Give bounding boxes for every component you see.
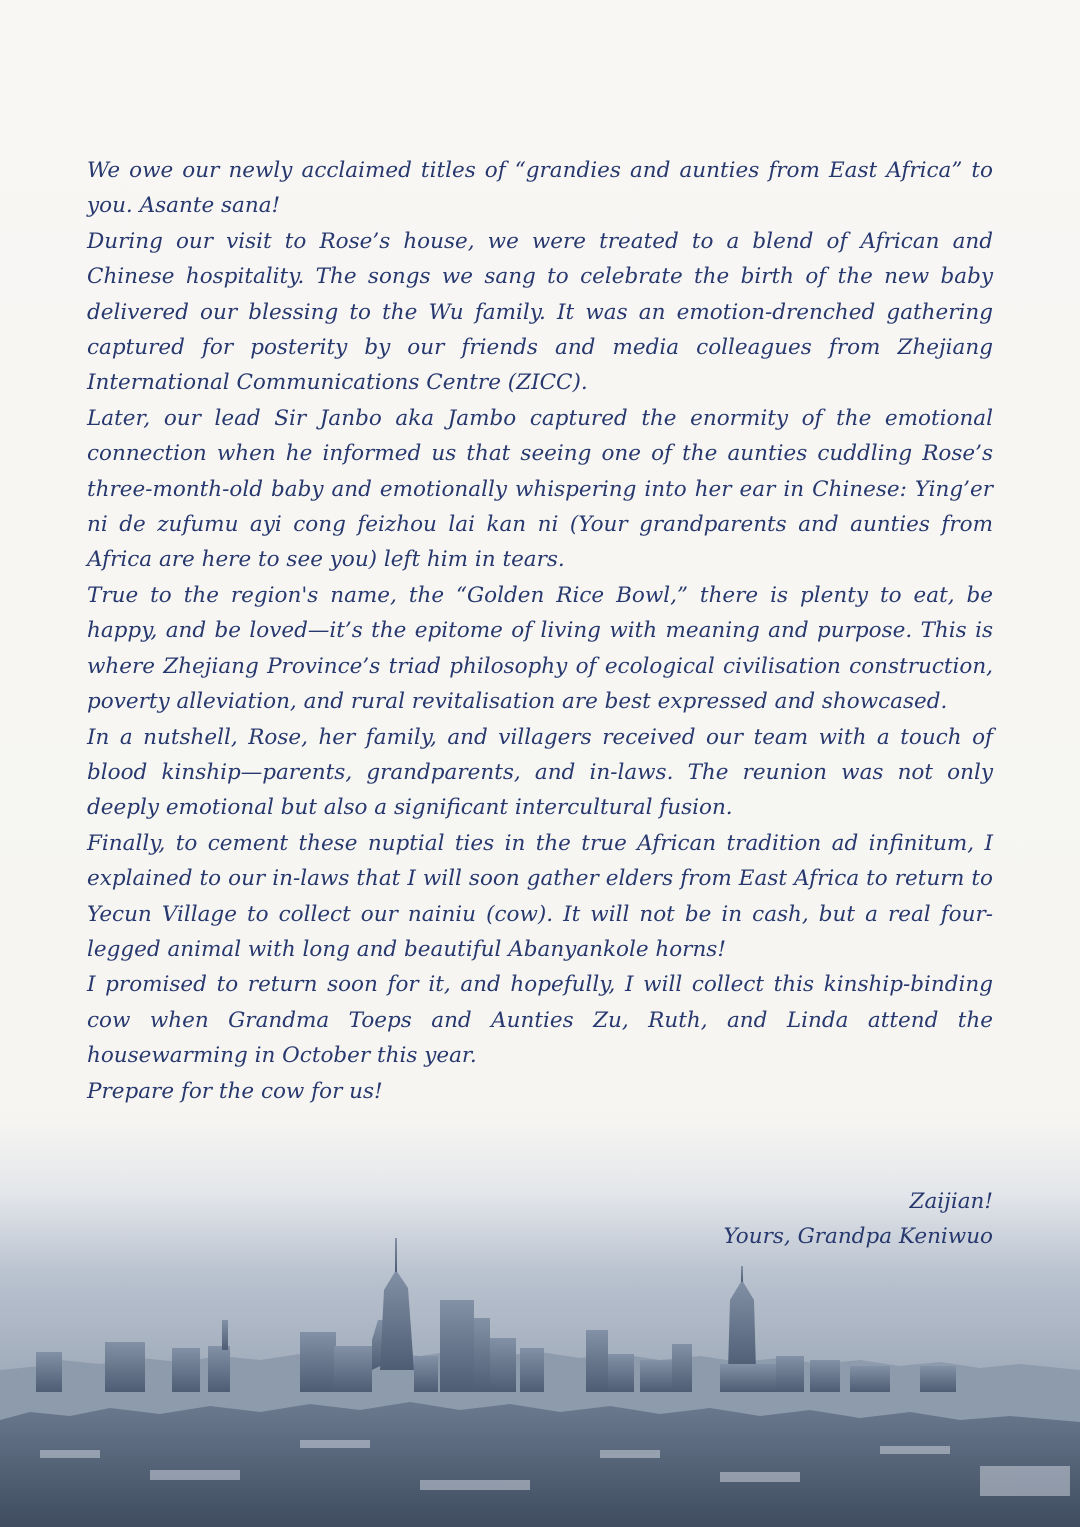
letter-paragraph: True to the region's name, the “Golden Rice Bowl,” there is plenty to eat, be happy, and be loved—it’s the epitome of living with meaning and purpose. This is where Zhejiang Province’s triad philosophy of ecological civilisation construction, poverty alleviation, and rural revitalisation are best expressed and showcased. bbox=[87, 582, 993, 715]
letter-paragraph: I promised to return soon for it, and hopefully, I will collect this kinship-binding cow when Grandma Toeps and Aunties Zu, Ruth, and Linda attend the housewarming in October this year. bbox=[87, 972, 993, 1069]
letter-paragraph: Prepare for the cow for us! bbox=[87, 1078, 383, 1104]
farewell-text: Zaijian! bbox=[909, 1189, 993, 1214]
letter-signoff bbox=[493, 1184, 993, 1254]
letter-paragraph: We owe our newly acclaimed titles of “grandies and aunties from East Africa” to you. Asante sana! bbox=[87, 158, 993, 219]
letter-paragraph: During our visit to Rose’s house, we were treated to a blend of African and Chinese hospitality. The songs we sang to celebrate the birth of the new baby delivered our blessing to the Wu family. It was an emotion-drenched gathering captured for posterity by our friends and media colleagues from Zhejiang International Communications Centre (ZICC). bbox=[87, 228, 993, 396]
signature-text: Yours, Grandpa Keniwuo bbox=[723, 1224, 993, 1249]
city-skyline-image bbox=[0, 1120, 1080, 1527]
letter-paragraph: Later, our lead Sir Janbo aka Jambo captured the enormity of the emotional connection when he informed us that seeing one of the aunties cuddling Rose’s three-month-old baby and emotionally whispering into her ear in Chinese: Ying’er ni de zufumu ayi cong feizhou lai kan ni (Your grandparents and aunties from Africa are here to see you) left him in tears. bbox=[87, 405, 993, 573]
letter-paragraph: Finally, to cement these nuptial ties in the true African tradition ad infinitum, I explained to our in-laws that I will soon gather elders from East Africa to return to Yecun Village to collect our nainiu (cow). It will not be in cash, but a real four-legged animal with long and beautiful Abanyankole horns! bbox=[87, 830, 993, 962]
letter-paragraph: In a nutshell, Rose, her family, and villagers received our team with a touch of blood kinship—parents, grandparents, and in-laws. The reunion was not only deeply emotional but also a significant intercultural fusion. bbox=[87, 724, 993, 821]
letter-body bbox=[87, 153, 993, 1109]
